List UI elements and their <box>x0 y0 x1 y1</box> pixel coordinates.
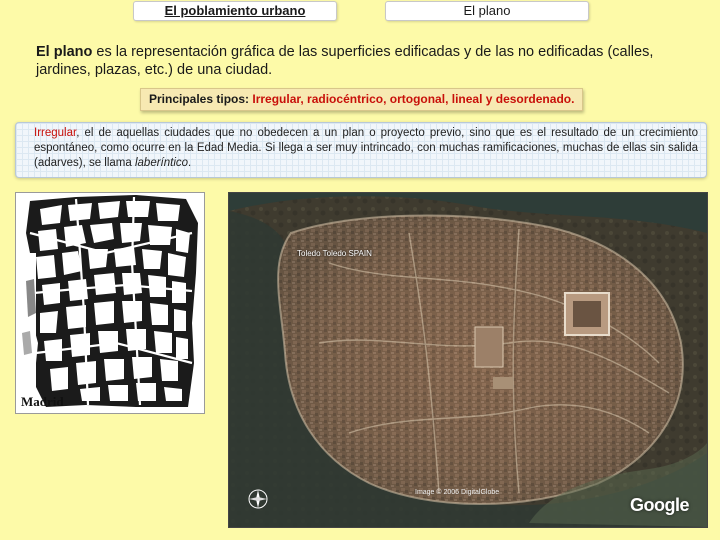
irregular-emphasis: laberíntico <box>134 157 189 169</box>
aerial-caption: Toledo Toledo SPAIN <box>297 249 372 258</box>
toledo-aerial-photo <box>228 192 708 528</box>
madrid-map-image <box>15 192 205 414</box>
irregular-end: . <box>188 157 192 169</box>
intro-paragraph <box>36 43 706 79</box>
irregular-term: Irregular <box>34 127 77 139</box>
madrid-map-drawing <box>16 193 204 413</box>
google-logo: Google <box>630 495 689 515</box>
intro-text: es la representación gráfica de las superficies edificadas y de las no edificadas (calles, jardines, plazas, etc.) de una ciudad. <box>36 44 654 78</box>
madrid-map-label: Madrid <box>21 394 64 409</box>
aerial-copyright: Image © 2006 DigitalGlobe <box>415 489 500 496</box>
toledo-aerial-drawing <box>229 193 707 527</box>
compass-icon <box>247 488 269 510</box>
irregular-text: , el de aquellas ciudades que no obedecen a un plan o proyecto previo, sino que es el resultado de un crecimiento espontáneo, como ocurre en la Edad Media. Si llega a ser muy intrincado, con muchas ramificaciones, muchas de ellas sin salida (adarves), se llama <box>34 127 698 169</box>
slide-title: El plano <box>385 1 589 21</box>
types-label: Principales tipos: <box>149 92 253 106</box>
types-list: Irregular, radiocéntrico, ortogonal, lineal y desordenado. <box>252 92 575 106</box>
intro-term: El plano <box>36 44 93 60</box>
irregular-definition-box <box>15 122 707 178</box>
section-title: El poblamiento urbano <box>133 1 337 21</box>
types-box <box>140 88 583 111</box>
